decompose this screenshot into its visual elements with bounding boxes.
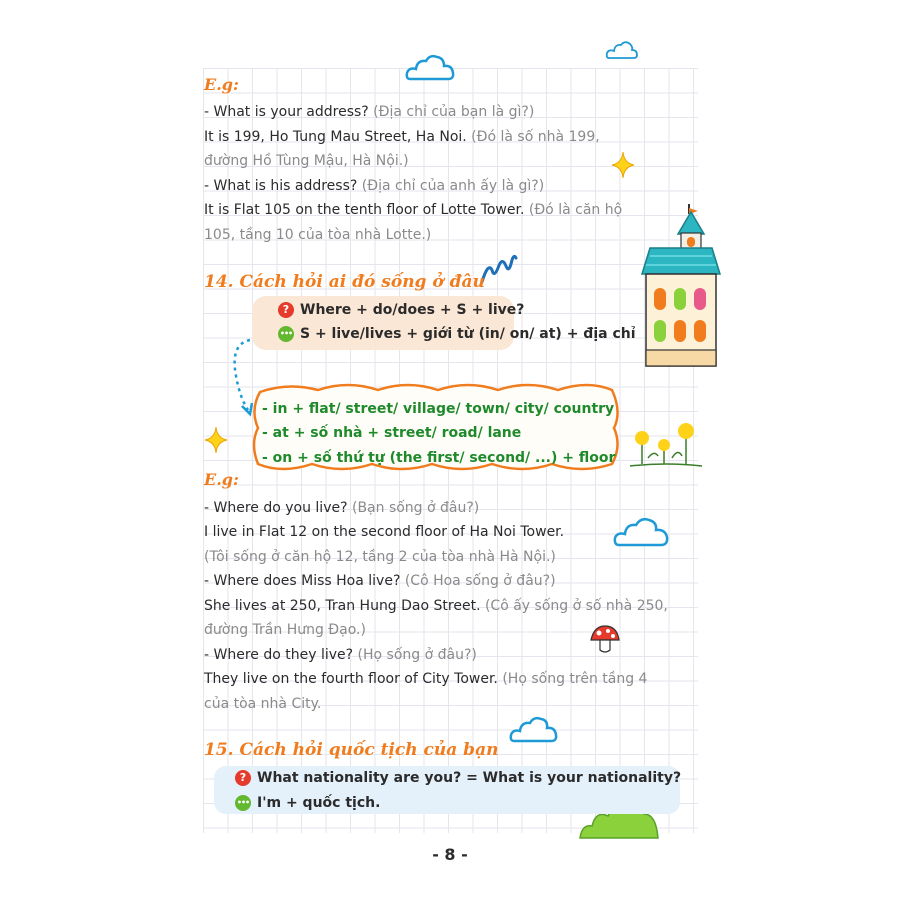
preposition-rule: - on + số thứ tự (the first/ second/ ...) + floor (262, 450, 616, 466)
example-line: - Where do you live? (Bạn sống ở đâu?) (204, 500, 480, 516)
flowers-illustration (628, 418, 704, 470)
house-illustration (636, 204, 722, 372)
section-heading-14: 14. Cách hỏi ai đó sống ở đâu (204, 272, 485, 292)
cloud-icon (606, 40, 638, 60)
sparkle-icon (204, 426, 228, 454)
preposition-rule: - at + số nhà + street/ road/ lane (262, 425, 522, 441)
question-icon: ? (278, 302, 294, 318)
section-heading-15: 15. Cách hỏi quốc tịch của bạn (204, 740, 499, 760)
example-line: - Where do they live? (Họ sống ở đâu?) (204, 647, 477, 663)
example-line: - What is his address? (Địa chỉ của anh ấy là gì?) (204, 178, 545, 194)
formula-answer: S + live/lives + giới từ (in/ on/ at) + địa chỉ (300, 326, 636, 342)
page-number: - 8 - (432, 845, 468, 864)
preposition-rule: - in + flat/ street/ village/ town/ city/ country (262, 401, 615, 417)
example-line: They live on the fourth floor of City Tower. (Họ sống trên tầng 4 (204, 671, 648, 687)
example-line: (Tôi sống ở căn hộ 12, tầng 2 của tòa nhà Hà Nội.) (204, 549, 556, 565)
sparkle-icon (611, 151, 635, 179)
question-icon: ? (235, 770, 251, 786)
cloud-icon (510, 714, 558, 744)
example-line: đường Trần Hưng Đạo.) (204, 622, 366, 638)
answer-icon: ••• (278, 326, 294, 342)
cloud-icon (406, 52, 456, 82)
example-line: I live in Flat 12 on the second floor of Ha Noi Tower. (204, 524, 565, 540)
formula-answer: I'm + quốc tịch. (257, 795, 381, 811)
cloud-icon (614, 514, 670, 548)
formula-question: What nationality are you? = What is your nationality? (257, 770, 682, 786)
example-line: She lives at 250, Tran Hung Dao Street. (Cô ấy sống ở số nhà 250, (204, 598, 668, 614)
example-line: It is Flat 105 on the tenth floor of Lotte Tower. (Đó là căn hộ (204, 202, 623, 218)
example-label: E.g: (204, 470, 239, 489)
answer-icon: ••• (235, 795, 251, 811)
example-line: - What is your address? (Địa chỉ của bạn là gì?) (204, 104, 535, 120)
example-line: của tòa nhà City. (204, 696, 322, 712)
mushroom-illustration (588, 624, 622, 656)
example-line: 105, tầng 10 của tòa nhà Lotte.) (204, 227, 432, 243)
formula-question: Where + do/does + S + live? (300, 302, 525, 318)
example-label: E.g: (204, 75, 239, 94)
example-line: đường Hồ Tùng Mậu, Hà Nội.) (204, 153, 409, 169)
example-line: - Where does Miss Hoa live? (Cô Hoa sống ở đâu?) (204, 573, 556, 589)
example-line: It is 199, Ho Tung Mau Street, Ha Noi. (Đó là số nhà 199, (204, 129, 600, 145)
